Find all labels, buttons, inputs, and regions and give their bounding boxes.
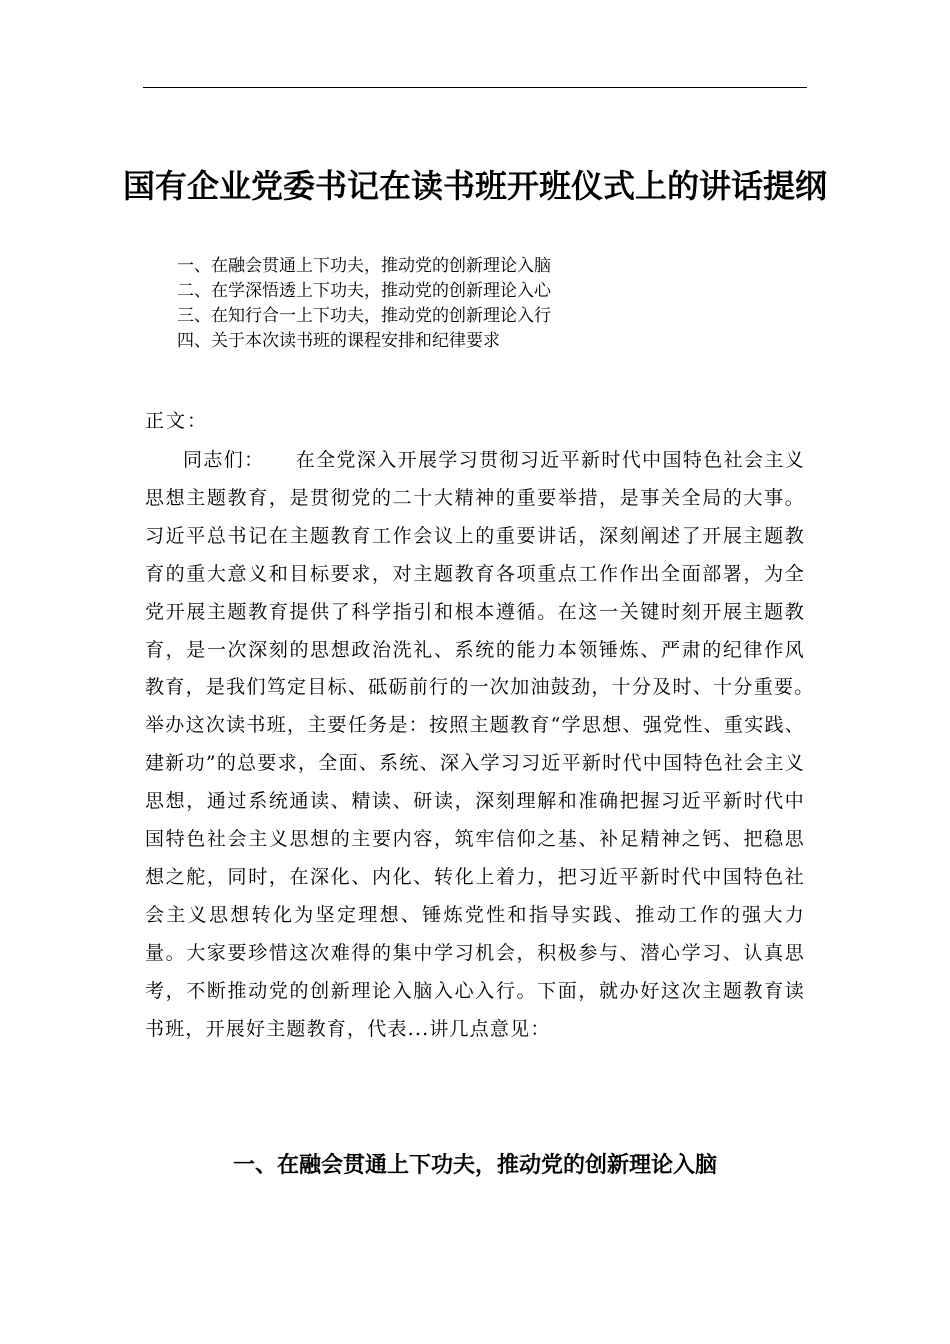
outline-item: 二、在学深悟透上下功夫，推动党的创新理论入心 — [177, 281, 551, 301]
section-heading: 一、在融会贯通上下功夫，推动党的创新理论入脑 — [232, 1153, 717, 1178]
header-rule — [143, 87, 807, 88]
body-paragraph: 同志们： 在全党深入开展学习贯彻习近平新时代中国特色社会主义思想主题教育，是贯彻党的二十大精神的重要举措，是事关全局的大事。习近平总书记在主题教育工作会议上的重要讲话，深刻阐述了开展主题教育的重大意义和目标要求，对主题教育各项重点工作作出全面部署，为全党开展主题教育提供了科学指引和根本遵循。在这一关键时刻开展主题教育，是一次深刻的思想政治洗礼、系统的能力本领锤炼、严肃的纪律作风教育，是我们笃定目标、砥砺前行的一次加油鼓劲，十分及时、十分重要。 举办这次读书班，主要任务是：按照主题教育“学思想、强党性、重实践、建新功”的总要求，全面、系统、深入学习习近平新时代中国特色社会主义思想，通过系统通读、精读、研读，深刻理解和准确把握习近平新时代中国特色社会主义思想的主要内容，筑牢信仰之基、补足精神之钙、把稳思想之舵，同时，在深化、内化、转化上着力，把习近平新时代中国特色社会主义思想转化为坚定理想、锤炼党性和指导实践、推动工作的强大力量。大家要珍惜这次难得的集中学习机会，积极参与、潜心学习、认真思考，不断推动党的创新理论入脑入心入行。下面，就办好这次主题教育读书班，开展好主题教育，代表...讲几点意见： — [145, 449, 826, 1040]
outline-item: 三、在知行合一上下功夫，推动党的创新理论入行 — [177, 306, 551, 326]
outline-list — [177, 254, 551, 354]
outline-item: 四、关于本次读书班的课程安排和纪律要求 — [177, 331, 500, 351]
document-title: 国有企业党委书记在读书班开班仪式上的讲话提纲 — [122, 167, 827, 205]
body-label: 正文： — [145, 410, 209, 432]
outline-item: 一、在融会贯通上下功夫，推动党的创新理论入脑 — [177, 256, 551, 276]
